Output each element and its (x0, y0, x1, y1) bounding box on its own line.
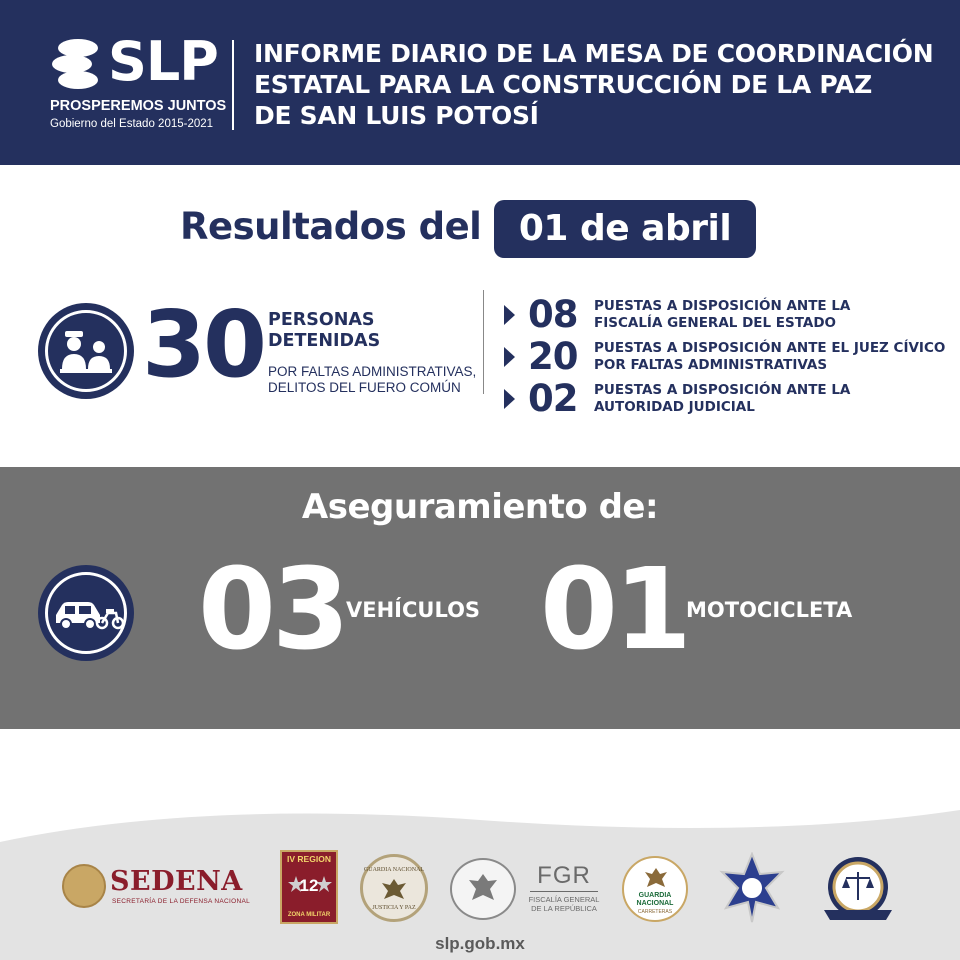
detained-count: 30 (142, 291, 265, 398)
gn-seal-top-text: GUARDIA NACIONAL (363, 867, 425, 873)
car-motorcycle-icon (38, 565, 134, 661)
detained-subtext-line: DELITOS DEL FUERO COMÚN (268, 380, 461, 395)
zone-label: ZONA MILITAR (287, 912, 331, 918)
page-title (254, 38, 944, 131)
sedena-subtitle: SECRETARÍA DE LA DEFENSA NACIONAL (112, 898, 251, 905)
header-banner (0, 0, 960, 165)
gnc-name-line: GUARDIA (638, 892, 672, 899)
fgr-subtitle-line: FISCALÍA GENERAL (528, 895, 600, 904)
slp-logo-mark-icon (50, 36, 106, 92)
police-star-icon[interactable] (716, 852, 788, 924)
vehicles-label: VEHÍCULOS (346, 598, 481, 622)
disposition-text-line: PUESTAS A DISPOSICIÓN ANTE LA (594, 382, 851, 398)
region-label: IV REGION (287, 854, 331, 864)
logo-government-period: Gobierno del Estado 2015-2021 (50, 118, 214, 130)
date-badge: 01 de abril (494, 200, 756, 258)
detained-label (268, 310, 380, 352)
triangle-right-icon (504, 347, 515, 367)
disposition-count: 08 (528, 293, 578, 336)
fiscalia-estado-seal-icon[interactable] (820, 854, 896, 924)
disposition-item (504, 295, 954, 339)
detained-label-line: PERSONAS (268, 310, 375, 330)
sedena-logo[interactable] (62, 864, 262, 912)
logo-wordmark: SLP (108, 30, 218, 93)
zone-number: 12 (299, 876, 319, 895)
fgr-name: FGR (537, 862, 591, 889)
vehicles-count: 03 (198, 545, 346, 675)
page-title-line: INFORME DIARIO DE LA MESA DE COORDINACIÓN (254, 39, 934, 68)
disposition-count: 20 (528, 335, 578, 378)
eagle-icon (643, 866, 669, 890)
national-coat-of-arms-icon[interactable] (450, 858, 516, 920)
officer-detainee-icon (38, 303, 134, 399)
disposition-count: 02 (528, 377, 578, 420)
gnc-name (624, 892, 686, 908)
disposition-text (594, 382, 850, 416)
page-title-line: DE SAN LUIS POTOSÍ (254, 101, 539, 130)
motorcycles-count: 01 (540, 545, 688, 675)
disposition-text-line: PUESTAS A DISPOSICIÓN ANTE EL JUEZ CÍVICO (594, 340, 946, 356)
detained-label-line: DETENIDAS (268, 331, 381, 351)
header-divider (232, 40, 234, 130)
triangle-right-icon (504, 305, 515, 325)
gn-seal-bottom-text: JUSTICIA Y PAZ (372, 905, 416, 911)
results-heading: Resultados del (180, 205, 482, 248)
disposition-item (504, 379, 954, 423)
seizure-heading: Aseguramiento de: (301, 487, 659, 527)
guardia-nacional-seal[interactable] (360, 854, 428, 922)
eagle-icon (467, 872, 499, 906)
military-zone-badge[interactable] (280, 850, 338, 924)
page-title-line: ESTATAL PARA LA CONSTRUCCIÓN DE LA PAZ (254, 70, 872, 99)
disposition-text (594, 298, 850, 332)
disposition-item (504, 337, 954, 381)
mexico-seal-icon (62, 864, 106, 908)
website-link[interactable]: slp.gob.mx (435, 934, 525, 953)
seizure-band (0, 467, 960, 729)
fgr-subtitle (526, 895, 602, 913)
disposition-text-line: FISCALÍA GENERAL DEL ESTADO (594, 315, 837, 331)
gnc-subtitle: CARRETERAS (637, 909, 673, 915)
fgr-logo[interactable] (526, 862, 602, 920)
disposition-text-line: POR FALTAS ADMINISTRATIVAS (594, 357, 828, 373)
disposition-text (594, 340, 945, 374)
disposition-text-line: AUTORIDAD JUDICIAL (594, 399, 755, 415)
partner-logos (0, 848, 960, 928)
disposition-text-line: PUESTAS A DISPOSICIÓN ANTE LA (594, 298, 851, 314)
detained-subtext (268, 364, 476, 396)
motorcycles-label: MOTOCICLETA (686, 598, 853, 622)
logo-slogan: PROSPEREMOS JUNTOS (50, 98, 227, 114)
slp-logo[interactable] (48, 30, 228, 136)
fgr-divider (530, 891, 598, 892)
detained-subtext-line: POR FALTAS ADMINISTRATIVAS, (268, 364, 477, 379)
fgr-subtitle-line: DE LA REPÚBLICA (531, 904, 597, 913)
results-divider (483, 290, 484, 394)
sedena-name: SEDENA (110, 866, 243, 897)
eagle-icon (380, 877, 408, 903)
guardia-nacional-carreteras-logo[interactable] (622, 856, 688, 922)
triangle-right-icon (504, 389, 515, 409)
gnc-name-line: NACIONAL (636, 900, 674, 907)
